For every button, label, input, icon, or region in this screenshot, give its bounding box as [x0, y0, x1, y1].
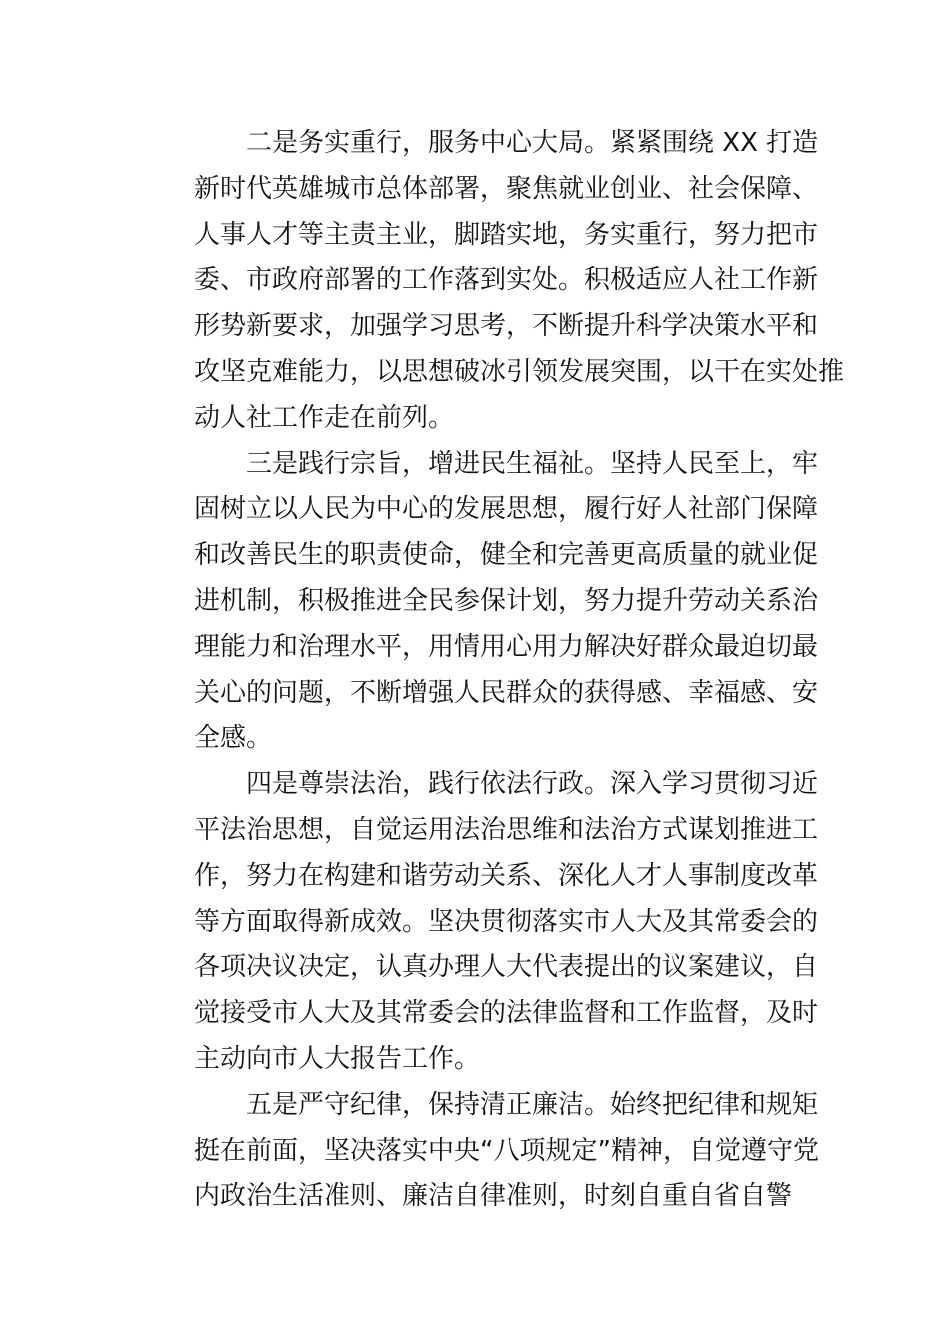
paragraph-line: 等方面取得新成效。坚决贯彻落实市人大及其常委会的: [194, 906, 819, 937]
paragraph-line: 平法治思想，自觉运用法治思维和法治方式谋划推进工: [194, 814, 819, 845]
paragraph-4: [194, 762, 820, 1083]
paragraph-line: 形势新要求，加强学习思考，不断提升科学决策水平和: [194, 311, 819, 342]
paragraph-line: 和改善民生的职责使命，健全和完善更高质量的就业促: [194, 540, 819, 571]
paragraph-line: 关心的问题，不断增强人民群众的获得感、幸福感、安: [194, 677, 819, 708]
paragraph-line: 挺在前面，坚决落实中央“八项规定”精神，自觉遵守党: [194, 1135, 819, 1166]
paragraph-line: 攻坚克难能力，以思想破冰引领发展突围，以干在实处推: [194, 356, 845, 387]
paragraph-5: [194, 1083, 820, 1220]
paragraph-line: 作，努力在构建和谐劳动关系、深化人才人事制度改革: [194, 860, 819, 891]
paragraph-line: 全感。: [194, 723, 273, 754]
paragraph-line: 动人社工作走在前列。: [194, 402, 455, 433]
paragraph-line: 新时代英雄城市总体部署，聚焦就业创业、社会保障、: [194, 173, 819, 204]
paragraph-line: 理能力和治理水平，用情用心用力解决好群众最迫切最: [194, 631, 819, 662]
paragraph-line: 主动向市人大报告工作。: [194, 1043, 481, 1074]
paragraph-line: 各项决议决定，认真办理人大代表提出的议案建议，自: [194, 952, 819, 983]
paragraph-line: 五是严守纪律，保持清正廉洁。始终把纪律和规矩: [246, 1089, 819, 1120]
paragraph-line: 二是务实重行，服务中心大局。紧紧围绕 XX 打造: [246, 128, 819, 158]
paragraph-line: 进机制，积极推进全民参保计划，努力提升劳动关系治: [194, 585, 819, 616]
document-body: [194, 121, 845, 1220]
paragraph-line: 内政治生活准则、廉洁自律准则，时刻自重自省自警: [194, 1181, 793, 1212]
paragraph-line: 三是践行宗旨，增进民生福祉。坚持人民至上，牢: [246, 448, 819, 479]
paragraph-2: [194, 121, 845, 442]
paragraph-line: 人事人才等主责主业，脚踏实地，务实重行，努力把市: [194, 219, 819, 250]
paragraph-3: [194, 442, 820, 763]
paragraph-line: 四是尊崇法治，践行依法行政。深入学习贯彻习近: [246, 769, 819, 800]
paragraph-line: 固树立以人民为中心的发展思想，履行好人社部门保障: [194, 494, 819, 525]
paragraph-line: 委、市政府部署的工作落到实处。积极适应人社工作新: [194, 265, 819, 296]
paragraph-line: 觉接受市人大及其常委会的法律监督和工作监督，及时: [194, 998, 819, 1029]
